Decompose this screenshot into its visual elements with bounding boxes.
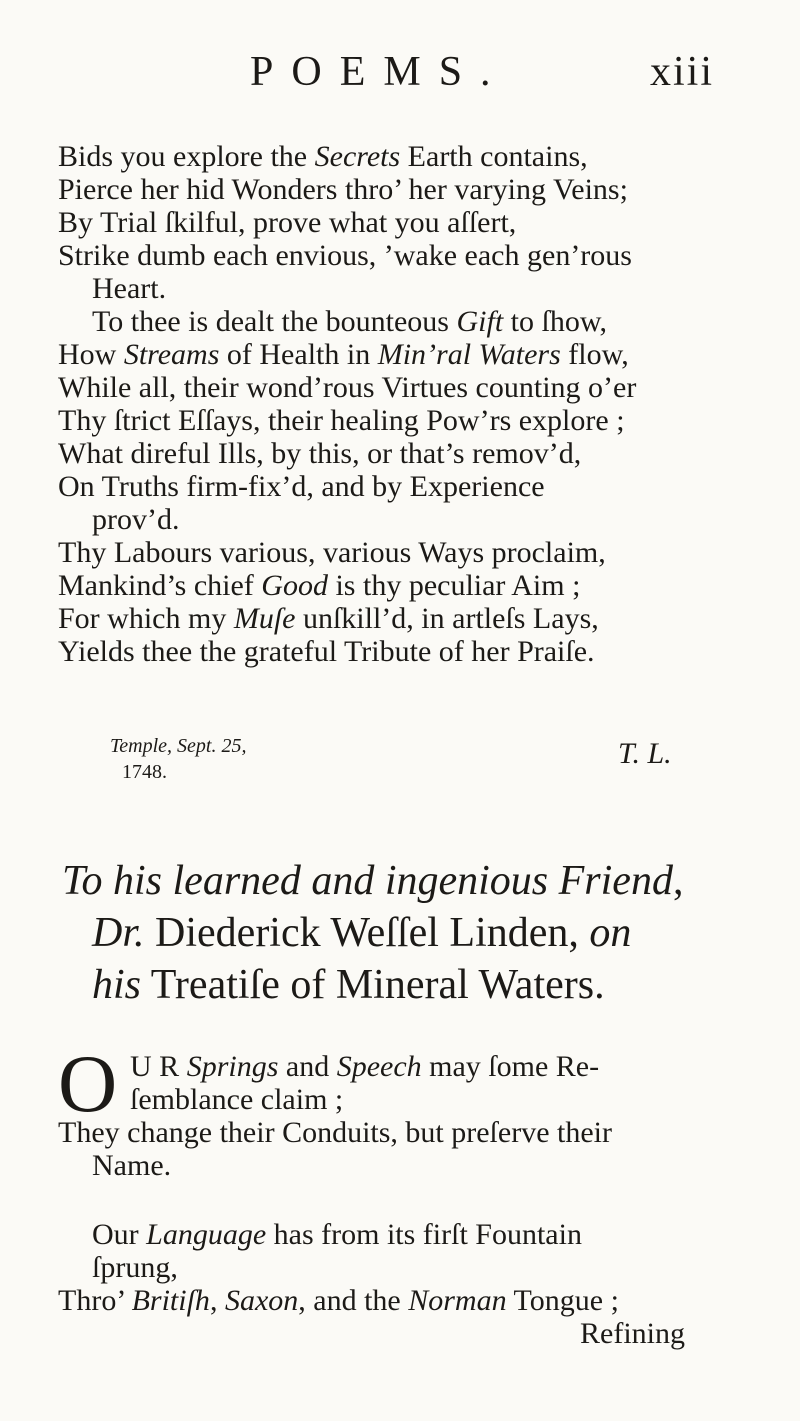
heading-line: [62, 959, 782, 1011]
verse-line: [58, 371, 778, 404]
verse-line: [58, 1251, 778, 1284]
text-run: U R: [130, 1050, 187, 1083]
text-run: flow,: [560, 338, 629, 371]
text-run: ſemblance claim ;: [130, 1083, 344, 1116]
running-head-title: POEMS.: [250, 49, 509, 95]
text-run: of Health in: [219, 338, 378, 371]
text-run: How: [58, 338, 124, 371]
text-run: has from its firſt Fountain: [266, 1218, 582, 1251]
verse-line: [58, 173, 778, 206]
verse-line: [58, 1284, 778, 1317]
text-run: Treatiſe of Mineral Waters.: [141, 962, 605, 1008]
text-run: Secrets: [314, 140, 401, 173]
text-run: Good: [261, 569, 328, 602]
text-run: to ſhow,: [503, 305, 608, 338]
text-run: Thro’: [58, 1284, 132, 1317]
verse-line: [58, 1218, 778, 1251]
signature-year: 1748.: [122, 761, 167, 783]
verse-line: [58, 470, 778, 503]
text-run: Min’ral Waters: [377, 338, 561, 371]
text-run: Our: [92, 1218, 147, 1251]
opening-line-1: [130, 1050, 599, 1083]
poem-heading: [62, 855, 782, 1011]
text-run: They change their Conduits, but preſerve their: [58, 1116, 612, 1149]
text-run: prov’d.: [92, 503, 180, 536]
text-run: Britiſh: [131, 1284, 210, 1317]
text-run: To thee is dealt the bounteous: [92, 305, 457, 338]
text-run: Thy ſtrict Eſſays, their healing Pow’rs explore ;: [58, 404, 625, 437]
text-run: Tongue ;: [506, 1284, 619, 1317]
verse-line: [58, 437, 778, 470]
text-run: ,: [209, 1284, 225, 1317]
verse-line: [58, 536, 778, 569]
signature-initials: T. L.: [618, 737, 672, 770]
text-run: Diederick Weſſel Linden,: [144, 910, 590, 956]
opening-lines: [58, 1038, 778, 1129]
text-run: and: [278, 1050, 337, 1083]
text-run: Saxon: [224, 1284, 299, 1317]
text-run: Yields thee the grateful Tribute of her Praiſe.: [58, 635, 595, 668]
verse-line: [58, 602, 778, 635]
text-run: While all, their wond’rous Virtues counting o’er: [58, 371, 637, 404]
verse-line: [58, 206, 778, 239]
text-run: Pierce her hid Wonders thro’ her varying Veins;: [58, 173, 628, 206]
verse-line: [58, 635, 778, 668]
second-poem: [58, 1038, 778, 1350]
page-number: xiii: [650, 49, 715, 95]
text-run: Speech: [336, 1050, 422, 1083]
text-run: is thy peculiar Aim ;: [327, 569, 581, 602]
text-run: Heart.: [92, 272, 167, 305]
text-run: Springs: [186, 1050, 279, 1083]
stanza-gap: [58, 1182, 778, 1218]
text-run: To his learned and ingenious Friend: [62, 858, 673, 904]
drop-cap: O: [58, 1038, 118, 1129]
text-run: By Trial ſkilful, prove what you aſſert,: [58, 206, 517, 239]
text-run: Streams: [123, 338, 220, 371]
verse-line: [58, 404, 778, 437]
signature-place-date: Temple, Sept. 25,: [110, 735, 247, 757]
text-run: Earth contains,: [400, 140, 588, 173]
text-run: For which my: [58, 602, 234, 635]
text-run: What direful Ills, by this, or that’s remov’d,: [58, 437, 582, 470]
verse-line: [58, 1149, 778, 1182]
text-run: Thy Labours various, various Ways proclaim,: [58, 536, 606, 569]
verse-line: [58, 338, 778, 371]
text-run: his: [92, 962, 142, 1008]
verse-line: [58, 239, 778, 272]
text-run: Gift: [456, 305, 504, 338]
verse-line: [58, 305, 778, 338]
text-run: ſprung,: [92, 1251, 178, 1284]
text-run: ,: [672, 858, 684, 904]
text-run: unſkill’d, in artleſs Lays,: [295, 602, 599, 635]
text-run: Mankind’s chief: [58, 569, 262, 602]
catchword: Refining: [580, 1317, 685, 1350]
verse-line: [58, 272, 778, 305]
text-run: Language: [146, 1218, 267, 1251]
text-run: may ſome Re-: [421, 1050, 600, 1083]
verse-line: [58, 569, 778, 602]
text-run: Muſe: [233, 602, 296, 635]
heading-line: [62, 855, 782, 907]
text-run: Dr.: [92, 910, 145, 956]
verse-line: [58, 1116, 778, 1149]
verse-line: [58, 140, 778, 173]
text-run: , and the: [298, 1284, 409, 1317]
heading-line: [62, 907, 782, 959]
text-run: On Truths firm-fix’d, and by Experience: [58, 470, 545, 503]
text-run: on: [589, 910, 632, 956]
stanza-2-lines: [58, 1218, 778, 1317]
verse-line: [58, 503, 778, 536]
opening-line-2: [130, 1083, 343, 1116]
text-run: Bids you explore the: [58, 140, 315, 173]
signature: [110, 735, 770, 795]
text-run: Strike dumb each envious, ’wake each gen’rous: [58, 239, 632, 272]
poem-text: [58, 140, 778, 668]
stanza-1-lines: [58, 1116, 778, 1182]
text-run: Norman: [408, 1284, 507, 1317]
text-run: Name.: [92, 1149, 172, 1182]
running-head: [0, 48, 800, 98]
